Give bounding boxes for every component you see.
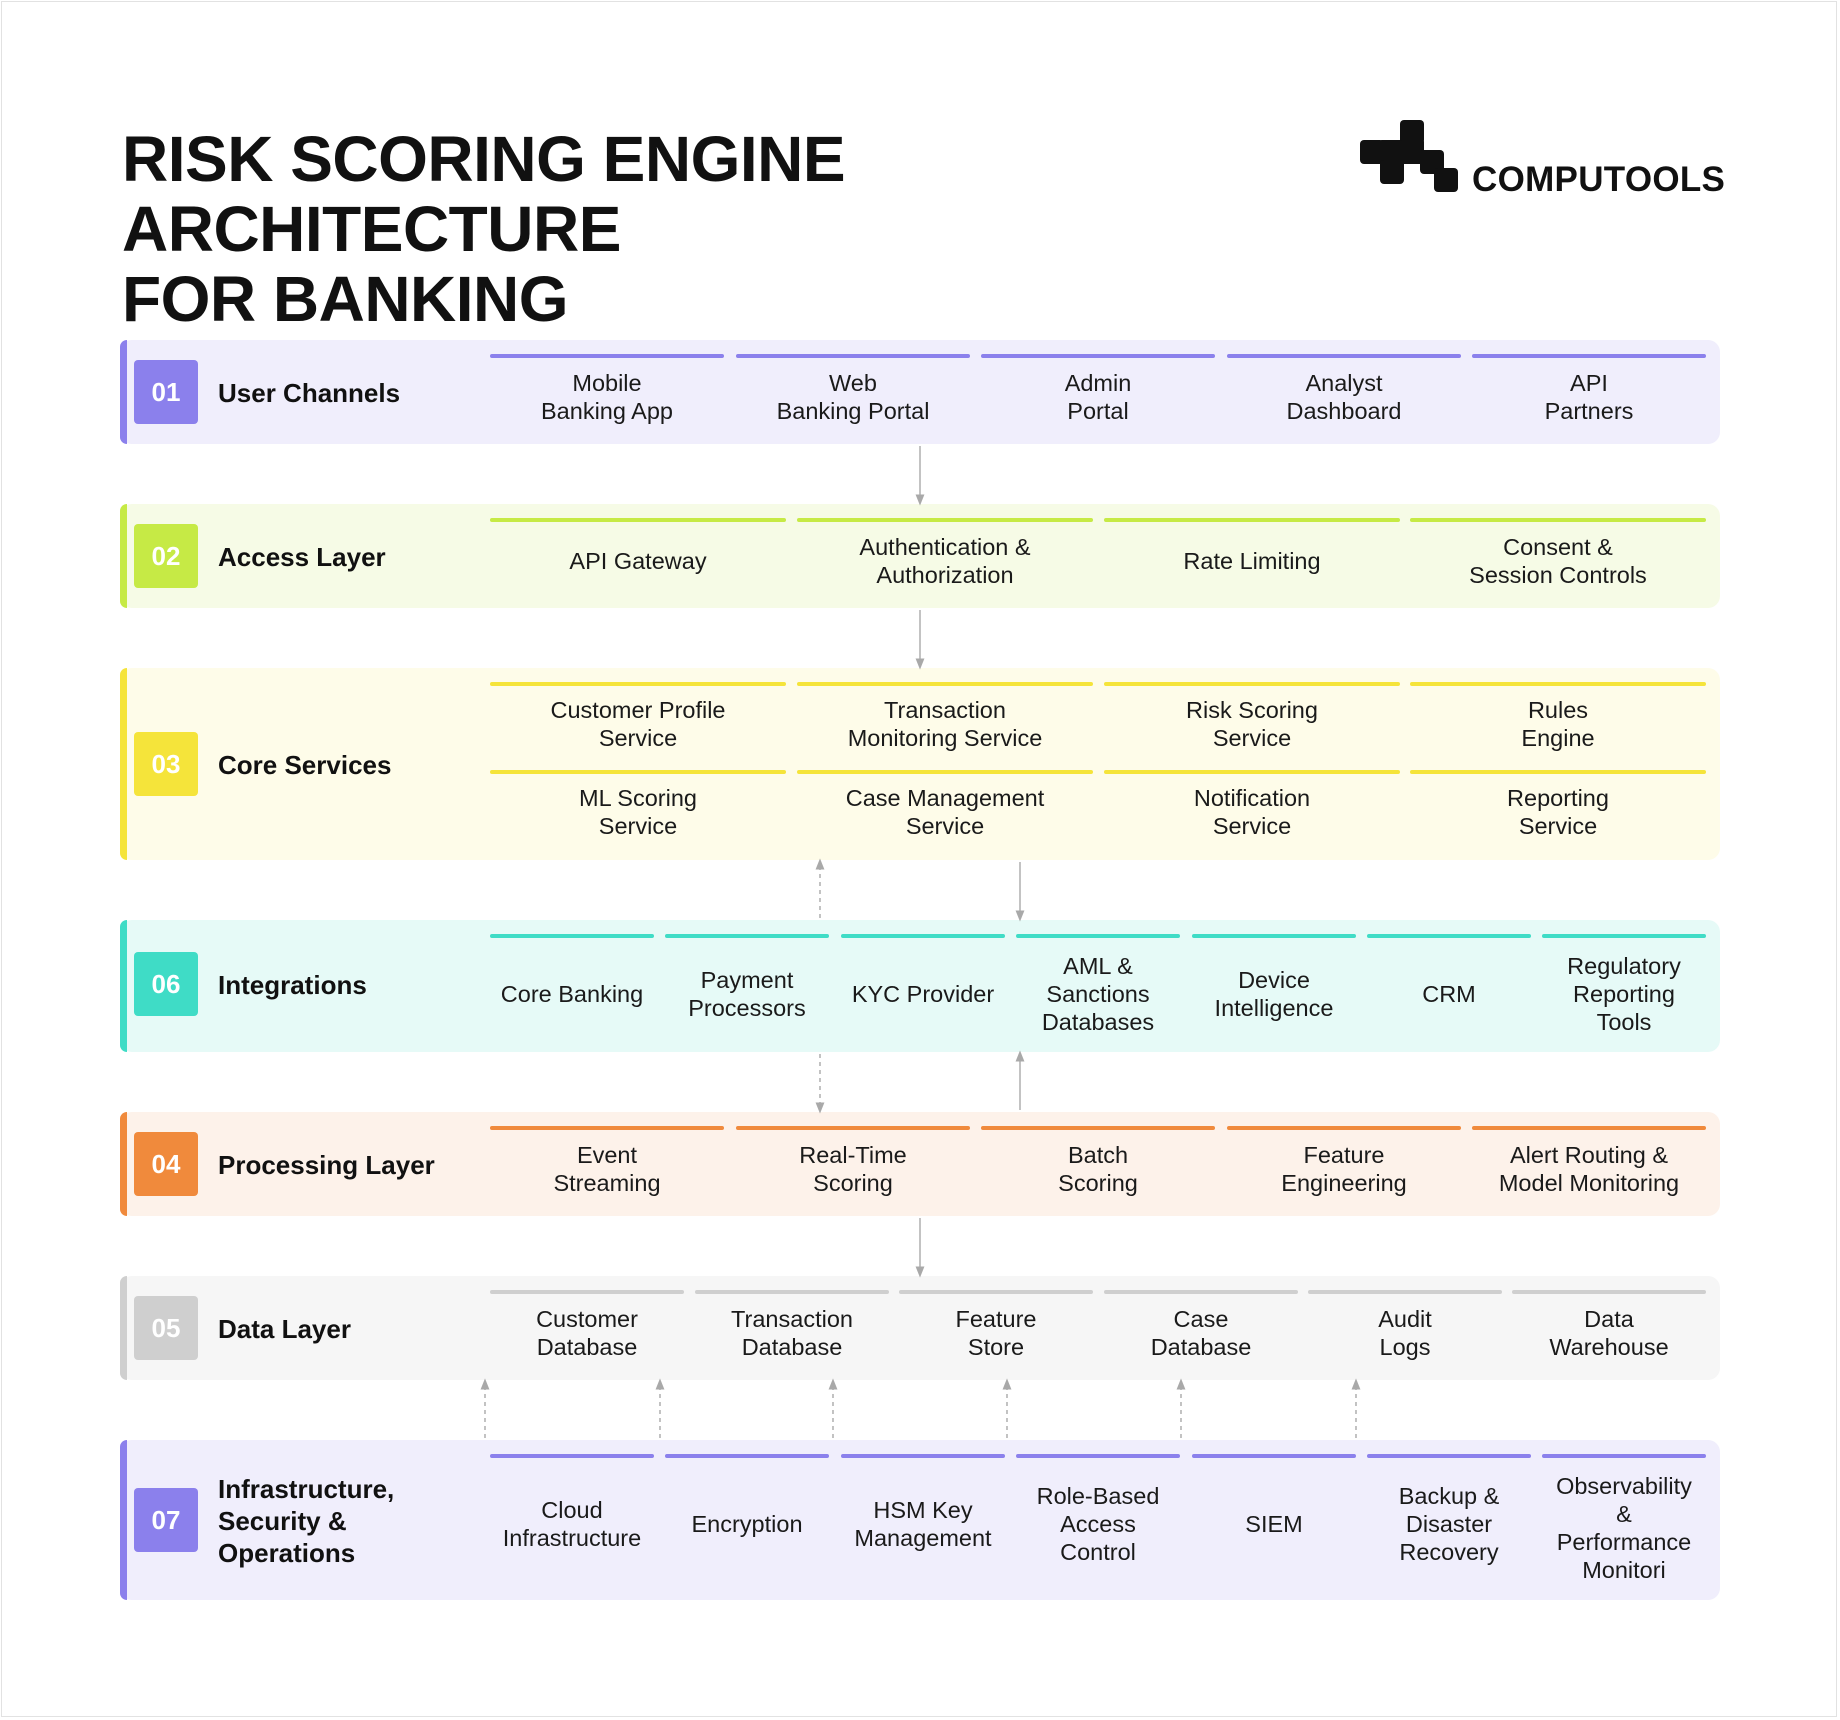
component-risk-scoring-service: Risk Scoring Service	[1104, 682, 1400, 766]
component-alert-routing-model-monitoring: Alert Routing & Model Monitoring	[1472, 1126, 1706, 1212]
layer-user-channels	[120, 340, 1720, 444]
layer-number-badge: 05	[134, 1296, 198, 1360]
layer-number-badge: 07	[134, 1488, 198, 1552]
component-hsm-key-management: HSM Key Management	[841, 1454, 1005, 1594]
component-real-time-scoring: Real-Time Scoring	[736, 1126, 970, 1212]
company-logo	[1358, 118, 1728, 198]
title-line-1: RISK SCORING ENGINE ARCHITECTURE	[122, 123, 846, 265]
component-core-banking: Core Banking	[490, 934, 654, 1054]
layer-number-badge: 06	[134, 952, 198, 1016]
component-backup-disaster-recovery: Backup & Disaster Recovery	[1367, 1454, 1531, 1594]
component-analyst-dashboard: Analyst Dashboard	[1227, 354, 1461, 440]
component-api-gateway: API Gateway	[490, 518, 786, 604]
component-api-partners: API Partners	[1472, 354, 1706, 440]
layer-number-badge: 03	[134, 732, 198, 796]
layer-name: Core Services	[218, 750, 392, 780]
component-rules-engine: Rules Engine	[1410, 682, 1706, 766]
component-notification-service: Notification Service	[1104, 770, 1400, 854]
layer-access-layer	[120, 504, 1720, 608]
component-transaction-database: Transaction Database	[695, 1290, 889, 1376]
layer-infrastructure-security-operations	[120, 1440, 1720, 1600]
component-ml-scoring-service: ML Scoring Service	[490, 770, 786, 854]
component-payment-processors: Payment Processors	[665, 934, 829, 1054]
component-batch-scoring: Batch Scoring	[981, 1126, 1215, 1212]
logo-text: COMPUTOOLS	[1472, 160, 1726, 199]
component-feature-store: Feature Store	[899, 1290, 1093, 1376]
component-case-database: Case Database	[1104, 1290, 1298, 1376]
layer-number-badge: 04	[134, 1132, 198, 1196]
component-admin-portal: Admin Portal	[981, 354, 1215, 440]
layer-number-badge: 02	[134, 524, 198, 588]
layer-name: Access Layer	[218, 542, 386, 572]
component-siem: SIEM	[1192, 1454, 1356, 1594]
component-web-banking-portal: Web Banking Portal	[736, 354, 970, 440]
component-case-management-service: Case Management Service	[797, 770, 1093, 854]
title-line-2: FOR BANKING	[122, 263, 569, 335]
layer-name: Integrations	[218, 970, 367, 1000]
component-audit-logs: Audit Logs	[1308, 1290, 1502, 1376]
component-customer-profile-service: Customer Profile Service	[490, 682, 786, 766]
component-reporting-service: Reporting Service	[1410, 770, 1706, 854]
component-consent-session-controls: Consent & Session Controls	[1410, 518, 1706, 604]
component-mobile-banking-app: Mobile Banking App	[490, 354, 724, 440]
layer-name: User Channels	[218, 378, 401, 408]
component-device-intelligence: Device Intelligence	[1192, 934, 1356, 1054]
component-customer-database: Customer Database	[490, 1290, 684, 1376]
layer-name: Processing Layer	[218, 1150, 435, 1180]
component-feature-engineering: Feature Engineering	[1227, 1126, 1461, 1212]
layer-integrations	[120, 920, 1720, 1052]
layer-core-services	[120, 668, 1720, 860]
component-cloud-infrastructure: Cloud Infrastructure	[490, 1454, 654, 1594]
component-event-streaming: Event Streaming	[490, 1126, 724, 1212]
layer-name: Infrastructure, Security & Operations	[218, 1474, 395, 1568]
component-regulatory-reporting-tools: Regulatory Reporting Tools	[1542, 934, 1706, 1054]
component-encryption: Encryption	[665, 1454, 829, 1594]
component-crm: CRM	[1367, 934, 1531, 1054]
component-aml-sanctions-databases: AML & Sanctions Databases	[1016, 934, 1180, 1054]
layer-data-layer	[120, 1276, 1720, 1380]
component-data-warehouse: Data Warehouse	[1512, 1290, 1706, 1376]
layer-processing-layer	[120, 1112, 1720, 1216]
component-rate-limiting: Rate Limiting	[1104, 518, 1400, 604]
component-authentication-authorization: Authentication & Authorization	[797, 518, 1093, 604]
component-kyc-provider: KYC Provider	[841, 934, 1005, 1054]
layer-number-badge: 01	[134, 360, 198, 424]
page-title	[122, 124, 1272, 334]
computools-logo-icon	[1358, 118, 1458, 198]
component-transaction-monitoring-service: Transaction Monitoring Service	[797, 682, 1093, 766]
component-observability-performance-monitoring: Observability & Performance Monitori	[1542, 1454, 1706, 1598]
layer-name: Data Layer	[218, 1314, 351, 1344]
component-role-based-access-control: Role-Based Access Control	[1016, 1454, 1180, 1594]
